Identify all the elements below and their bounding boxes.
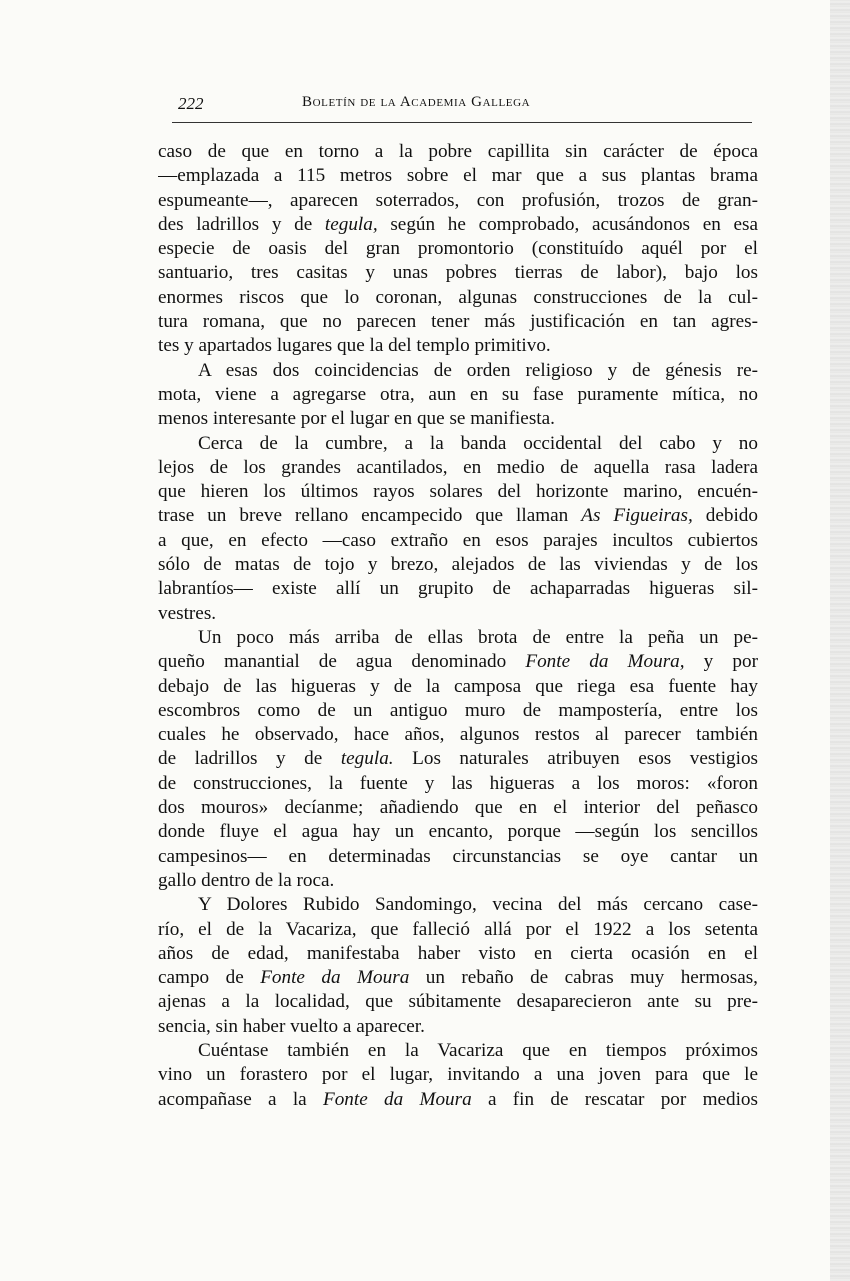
text-segment: que hieren los últimos rayos solares del horizonte marino, encuén- bbox=[158, 481, 758, 503]
text-segment: según he comprobado, acusándonos en esa bbox=[377, 213, 758, 235]
text-segment: donde fluye el agua hay un encanto, porque —según los sencillos bbox=[158, 821, 758, 843]
text-segment: campesinos— en determinadas circunstancias se oye cantar un bbox=[158, 845, 758, 867]
text-segment: río, el de la Vacariza, que falleció allá por el 1922 a los setenta bbox=[158, 918, 758, 940]
text-segment: menos interesante por el lugar en que se manifiesta. bbox=[158, 408, 555, 430]
text-segment: lejos de los grandes acantilados, en medio de aquella rasa ladera bbox=[158, 456, 758, 478]
text-segment: enormes riscos que lo coronan, algunas construcciones de la cul- bbox=[158, 286, 758, 308]
text-line bbox=[158, 626, 758, 650]
text-line bbox=[158, 529, 758, 553]
text-segment: a que, en efecto —caso extraño en esos parajes incultos cubiertos bbox=[158, 529, 758, 551]
text-line bbox=[158, 553, 758, 577]
text-line bbox=[158, 602, 758, 626]
text-line bbox=[158, 1088, 758, 1112]
text-segment: ajenas a la localidad, que súbitamente desaparecieron ante su pre- bbox=[158, 991, 758, 1013]
text-line bbox=[158, 432, 758, 456]
text-line bbox=[158, 456, 758, 480]
text-segment: de construcciones, la fuente y las higueras a los moros: «foron bbox=[158, 772, 758, 794]
text-segment: des ladrillos y de bbox=[158, 213, 325, 235]
text-segment: y por bbox=[684, 651, 758, 673]
italic-term: As Figueiras, bbox=[581, 505, 693, 527]
italic-term: Fonte da Moura bbox=[260, 967, 410, 989]
text-line bbox=[158, 845, 758, 869]
text-line bbox=[158, 966, 758, 990]
text-segment: trase un breve rellano encampecido que llaman bbox=[158, 505, 582, 527]
body-text bbox=[158, 140, 758, 1112]
text-segment: debajo de las higueras y de la camposa que riega esa fuente hay bbox=[158, 675, 758, 697]
text-segment: campo de bbox=[158, 967, 261, 989]
text-line bbox=[158, 699, 758, 723]
text-segment: de ladrillos y de bbox=[158, 748, 341, 770]
text-line bbox=[158, 140, 758, 164]
page-edge-shadow bbox=[830, 0, 850, 1281]
text-line bbox=[158, 480, 758, 504]
text-line bbox=[158, 675, 758, 699]
text-line bbox=[158, 796, 758, 820]
text-line bbox=[158, 577, 758, 601]
text-line bbox=[158, 359, 758, 383]
text-segment: dos mouros» decíanme; añadiendo que en el interior del peñasco bbox=[158, 797, 758, 819]
text-segment: cuales he observado, hace años, algunos restos al parecer también bbox=[158, 724, 758, 746]
text-segment: labrantíos— existe allí un grupito de achaparradas higueras sil- bbox=[158, 578, 758, 600]
text-segment: sencia, sin haber vuelto a aparecer. bbox=[158, 1015, 425, 1037]
text-line bbox=[158, 286, 758, 310]
italic-term: Fonte da Moura bbox=[322, 1088, 472, 1110]
text-line bbox=[158, 383, 758, 407]
text-segment: tes y apartados lugares que la del templo primitivo. bbox=[158, 335, 551, 357]
text-segment: mota, viene a agregarse otra, aun en su fase puramente mítica, no bbox=[158, 383, 758, 405]
italic-term: tegula. bbox=[340, 748, 394, 770]
text-segment: escombros como de un antiguo muro de mampostería, entre los bbox=[158, 699, 758, 721]
text-segment: —emplazada a 115 metros sobre el mar que a sus plantas brama bbox=[158, 165, 758, 187]
text-segment: queño manantial de agua denominado bbox=[158, 651, 526, 673]
text-segment: años de edad, manifestaba haber visto en cierta ocasión en el bbox=[158, 942, 758, 964]
text-line bbox=[158, 407, 758, 431]
text-segment: Cuéntase también en la Vacariza que en tiempos próximos bbox=[198, 1039, 758, 1061]
text-segment: un rebaño de cabras muy hermosas, bbox=[409, 967, 758, 989]
text-line bbox=[158, 310, 758, 334]
text-line bbox=[158, 747, 758, 771]
text-segment: vestres. bbox=[158, 602, 217, 624]
text-segment: especie de oasis del gran promontorio (constituído aquél por el bbox=[158, 238, 758, 260]
text-segment: caso de que en torno a la pobre capillita sin carácter de época bbox=[158, 141, 758, 162]
text-segment: vino un forastero por el lugar, invitando a una joven para que le bbox=[158, 1064, 758, 1086]
text-segment: A esas dos coincidencias de orden religioso y de génesis re- bbox=[198, 359, 758, 381]
text-line bbox=[158, 1039, 758, 1063]
text-segment: Cerca de la cumbre, a la banda occidental del cabo y no bbox=[198, 432, 758, 454]
text-segment: Y Dolores Rubido Sandomingo, vecina del más cercano case- bbox=[198, 894, 758, 916]
text-line bbox=[158, 334, 758, 358]
text-line bbox=[158, 237, 758, 261]
text-segment: Los naturales atribuyen esos vestigios bbox=[393, 748, 758, 770]
text-line bbox=[158, 990, 758, 1014]
text-line bbox=[158, 1063, 758, 1087]
text-segment: espumeante—, aparecen soterrados, con profusión, trozos de gran- bbox=[158, 189, 758, 211]
text-line bbox=[158, 820, 758, 844]
page-number: 222 bbox=[178, 94, 204, 113]
text-segment: tura romana, que no parecen tener más justificación en tan agres- bbox=[158, 311, 758, 333]
text-line bbox=[158, 189, 758, 213]
text-line bbox=[158, 918, 758, 942]
text-line bbox=[158, 772, 758, 796]
text-line bbox=[158, 164, 758, 188]
text-segment: gallo dentro de la roca. bbox=[158, 869, 335, 891]
italic-term: tegula, bbox=[324, 213, 378, 235]
text-line bbox=[158, 942, 758, 966]
text-line bbox=[158, 650, 758, 674]
running-header bbox=[172, 92, 752, 123]
italic-term: Fonte da Moura, bbox=[525, 651, 685, 673]
text-segment: santuario, tres casitas y unas pobres tierras de labor), bajo los bbox=[158, 262, 758, 284]
text-line bbox=[158, 213, 758, 237]
text-segment: sólo de matas de tojo y brezo, alejados de las viviendas y de los bbox=[158, 554, 758, 576]
text-segment: acompañase a la bbox=[158, 1088, 323, 1110]
text-segment: a fin de rescatar por medios bbox=[471, 1088, 758, 1110]
text-segment: debido bbox=[692, 505, 758, 527]
text-line bbox=[158, 869, 758, 893]
running-title: Boletín de la Academia Gallega bbox=[302, 94, 531, 110]
text-line bbox=[158, 893, 758, 917]
text-segment: Un poco más arriba de ellas brota de entre la peña un pe- bbox=[198, 626, 758, 648]
text-line bbox=[158, 261, 758, 285]
text-line bbox=[158, 504, 758, 528]
text-line bbox=[158, 723, 758, 747]
text-line bbox=[158, 1015, 758, 1039]
